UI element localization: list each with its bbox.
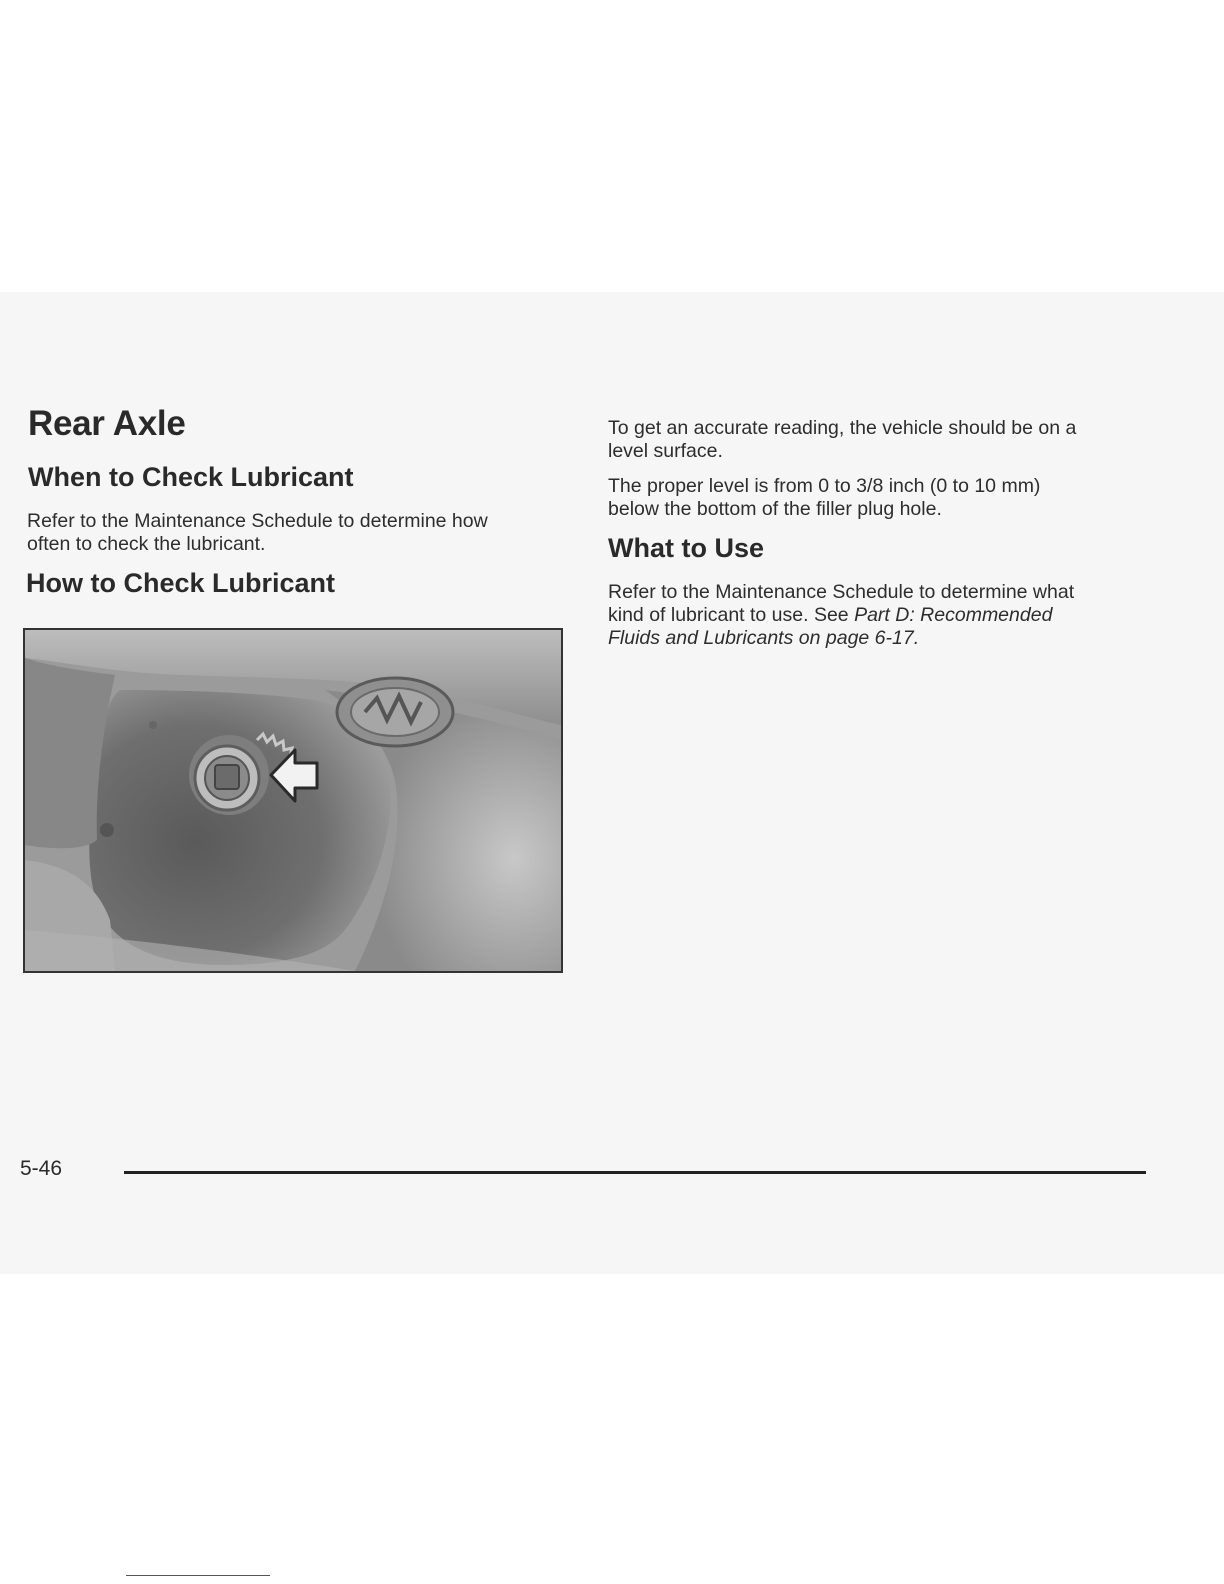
recommended-fluids-reference-cont[interactable]: Fluids and Lubricants on page 6-17. [608, 627, 920, 649]
proper-level-line-1: The proper level is from 0 to 3/8 inch (0 to 10 mm) [608, 475, 1041, 497]
proper-level-text [608, 475, 1040, 521]
section-heading-when-to-check: When to Check Lubricant [28, 462, 354, 492]
page-number: 5-46 [20, 1157, 63, 1180]
when-to-check-text [27, 510, 488, 556]
accurate-reading-text [608, 417, 1076, 463]
accurate-reading-line-1: To get an accurate reading, the vehicle should be on a [608, 417, 1077, 439]
when-to-check-line-1: Refer to the Maintenance Schedule to determine how [27, 510, 488, 532]
footer-rule [124, 1171, 1146, 1174]
bottom-link-underline [126, 1575, 270, 1576]
what-to-use-text [608, 581, 1074, 650]
proper-level-line-2: below the bottom of the filler plug hole. [608, 498, 942, 520]
section-heading-how-to-check: How to Check Lubricant [26, 568, 336, 598]
when-to-check-line-2: often to check the lubricant. [27, 533, 266, 555]
what-to-use-line-2: kind of lubricant to use. See [608, 604, 855, 626]
what-to-use-line-1: Refer to the Maintenance Schedule to determine what [608, 581, 1075, 603]
page-title: Rear Axle [28, 404, 186, 443]
rear-axle-filler-plug-photo [23, 628, 563, 973]
section-heading-what-to-use: What to Use [608, 533, 765, 563]
recommended-fluids-reference[interactable]: Part D: Recommended [854, 604, 1053, 626]
accurate-reading-line-2: level surface. [608, 440, 723, 462]
